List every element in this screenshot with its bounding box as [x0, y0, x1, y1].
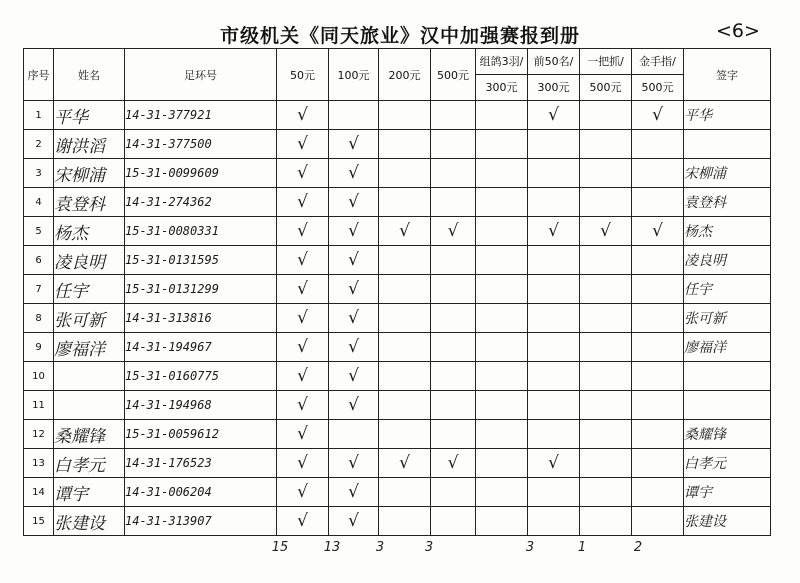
- row-name: 桑耀锋: [54, 420, 125, 449]
- header-gold: [632, 49, 684, 101]
- row-check-gold: [632, 507, 684, 536]
- row-check-200: √: [379, 449, 431, 478]
- row-check-50: √: [277, 159, 329, 188]
- row-check-500: √: [431, 217, 476, 246]
- row-name: 谢洪滔: [54, 130, 125, 159]
- row-check-500: [431, 159, 476, 188]
- row-ring-number: 15-31-0131595: [125, 246, 277, 275]
- header-50: 50元: [277, 49, 329, 101]
- row-signature: 谭宇: [684, 478, 771, 507]
- header-signature: 签字: [684, 49, 771, 101]
- row-name: [54, 391, 125, 420]
- row-check-500: [431, 362, 476, 391]
- row-ring-number: 15-31-0099609: [125, 159, 277, 188]
- row-check-top50: √: [528, 101, 580, 130]
- row-check-100: √: [329, 246, 379, 275]
- row-ring-number: 14-31-194968: [125, 391, 277, 420]
- header-name: 姓名: [54, 49, 125, 101]
- row-ring-number: 14-31-194967: [125, 333, 277, 362]
- header-100: 100元: [329, 49, 379, 101]
- table-row: [24, 333, 771, 362]
- row-check-50: √: [277, 449, 329, 478]
- row-check-grab: [580, 391, 632, 420]
- page-number: <6>: [716, 20, 760, 42]
- row-check-top50: [528, 420, 580, 449]
- table-row: [24, 101, 771, 130]
- row-check-top50: [528, 130, 580, 159]
- row-seq: 9: [24, 333, 54, 362]
- row-check-grab: [580, 246, 632, 275]
- row-check-100: √: [329, 159, 379, 188]
- row-check-top50: [528, 333, 580, 362]
- row-signature: 宋柳浦: [684, 159, 771, 188]
- row-check-grab: [580, 101, 632, 130]
- row-check-gold: [632, 188, 684, 217]
- row-check-grab: [580, 478, 632, 507]
- row-check-100: √: [329, 391, 379, 420]
- row-signature: 任宇: [684, 275, 771, 304]
- row-check-50: √: [277, 304, 329, 333]
- header-200: 200元: [379, 49, 431, 101]
- row-seq: 13: [24, 449, 54, 478]
- row-check-top50: [528, 507, 580, 536]
- row-check-gold: [632, 449, 684, 478]
- row-ring-number: 14-31-377921: [125, 101, 277, 130]
- header-seq: 序号: [24, 49, 54, 101]
- row-signature: 白孝元: [684, 449, 771, 478]
- row-check-grab: √: [580, 217, 632, 246]
- row-name: 任宇: [54, 275, 125, 304]
- row-check-100: √: [329, 304, 379, 333]
- row-check-top50: [528, 478, 580, 507]
- row-check-500: [431, 507, 476, 536]
- row-name: [54, 362, 125, 391]
- table-row: [24, 159, 771, 188]
- row-check-group: [476, 101, 528, 130]
- row-ring-number: 14-31-377500: [125, 130, 277, 159]
- row-check-500: [431, 275, 476, 304]
- header-group: [476, 49, 528, 101]
- row-check-top50: [528, 188, 580, 217]
- row-check-group: [476, 159, 528, 188]
- row-check-200: [379, 275, 431, 304]
- row-seq: 11: [24, 391, 54, 420]
- row-check-group: [476, 420, 528, 449]
- row-check-200: √: [379, 217, 431, 246]
- row-signature: 凌良明: [684, 246, 771, 275]
- row-check-50: √: [277, 362, 329, 391]
- header-500: 500元: [431, 49, 476, 101]
- row-check-gold: [632, 275, 684, 304]
- row-signature: [684, 362, 771, 391]
- row-seq: 5: [24, 217, 54, 246]
- row-check-gold: [632, 304, 684, 333]
- total-top50: 3: [525, 540, 535, 555]
- row-seq: 2: [24, 130, 54, 159]
- row-check-200: [379, 333, 431, 362]
- row-check-200: [379, 130, 431, 159]
- header-row: [24, 49, 771, 101]
- row-ring-number: 14-31-274362: [125, 188, 277, 217]
- row-check-50: √: [277, 246, 329, 275]
- table-row: [24, 217, 771, 246]
- header-ring: 足环号: [125, 49, 277, 101]
- total-grab: 1: [577, 540, 587, 555]
- row-ring-number: 15-31-0059612: [125, 420, 277, 449]
- row-name: 张建设: [54, 507, 125, 536]
- row-check-50: √: [277, 478, 329, 507]
- row-check-group: [476, 188, 528, 217]
- row-signature: 张可新: [684, 304, 771, 333]
- row-check-top50: [528, 246, 580, 275]
- row-check-50: √: [277, 391, 329, 420]
- row-check-200: [379, 420, 431, 449]
- row-signature: 袁登科: [684, 188, 771, 217]
- row-signature: 平华: [684, 101, 771, 130]
- row-check-gold: [632, 333, 684, 362]
- row-check-group: [476, 275, 528, 304]
- row-signature: [684, 391, 771, 420]
- row-check-grab: [580, 130, 632, 159]
- row-check-grab: [580, 362, 632, 391]
- row-check-top50: [528, 275, 580, 304]
- row-seq: 1: [24, 101, 54, 130]
- row-check-gold: [632, 420, 684, 449]
- row-check-gold: [632, 246, 684, 275]
- row-ring-number: 14-31-313816: [125, 304, 277, 333]
- row-check-grab: [580, 159, 632, 188]
- row-check-100: √: [329, 217, 379, 246]
- row-seq: 12: [24, 420, 54, 449]
- row-check-grab: [580, 420, 632, 449]
- totals-row: [0, 540, 800, 570]
- row-check-50: √: [277, 217, 329, 246]
- row-seq: 10: [24, 362, 54, 391]
- header-grab: [580, 49, 632, 101]
- row-signature: 桑耀锋: [684, 420, 771, 449]
- page-title: 市级机关《同天旅业》汉中加强赛报到册: [219, 25, 580, 47]
- row-check-group: [476, 507, 528, 536]
- row-check-50: √: [277, 101, 329, 130]
- row-check-500: √: [431, 449, 476, 478]
- row-check-200: [379, 101, 431, 130]
- row-name: 宋柳浦: [54, 159, 125, 188]
- row-check-grab: [580, 275, 632, 304]
- row-check-group: [476, 304, 528, 333]
- row-name: 谭宇: [54, 478, 125, 507]
- row-name: 凌良明: [54, 246, 125, 275]
- row-check-grab: [580, 304, 632, 333]
- header-top50-bottom: 300元: [537, 81, 570, 94]
- row-check-200: [379, 362, 431, 391]
- table-row: [24, 304, 771, 333]
- row-check-grab: [580, 449, 632, 478]
- row-check-100: [329, 420, 379, 449]
- row-name: 杨杰: [54, 217, 125, 246]
- row-check-500: [431, 333, 476, 362]
- row-check-200: [379, 478, 431, 507]
- total-500: 3: [424, 540, 434, 555]
- header-grab-top: 一把抓/: [580, 49, 631, 75]
- row-ring-number: 14-31-176523: [125, 449, 277, 478]
- row-seq: 14: [24, 478, 54, 507]
- header-gold-bottom: 500元: [641, 81, 674, 94]
- row-check-gold: [632, 130, 684, 159]
- row-check-100: [329, 101, 379, 130]
- row-seq: 6: [24, 246, 54, 275]
- row-check-500: [431, 101, 476, 130]
- row-check-200: [379, 391, 431, 420]
- row-name: 廖福洋: [54, 333, 125, 362]
- registration-table: [23, 48, 771, 536]
- row-check-top50: √: [528, 449, 580, 478]
- row-seq: 15: [24, 507, 54, 536]
- table-row: [24, 275, 771, 304]
- row-check-500: [431, 420, 476, 449]
- row-check-200: [379, 507, 431, 536]
- row-seq: 8: [24, 304, 54, 333]
- row-check-500: [431, 391, 476, 420]
- row-ring-number: 15-31-0131299: [125, 275, 277, 304]
- row-check-100: √: [329, 130, 379, 159]
- row-signature: 杨杰: [684, 217, 771, 246]
- row-check-200: [379, 159, 431, 188]
- row-check-200: [379, 304, 431, 333]
- total-200: 3: [375, 540, 385, 555]
- total-gold: 2: [633, 540, 643, 555]
- table-row: [24, 449, 771, 478]
- row-seq: 4: [24, 188, 54, 217]
- row-check-500: [431, 246, 476, 275]
- row-check-gold: [632, 391, 684, 420]
- header-grab-bottom: 500元: [589, 81, 622, 94]
- row-check-gold: √: [632, 101, 684, 130]
- row-check-gold: [632, 478, 684, 507]
- row-signature: 廖福洋: [684, 333, 771, 362]
- header-group-top: 组鸽3羽/: [476, 49, 527, 75]
- row-check-100: √: [329, 188, 379, 217]
- row-check-50: √: [277, 507, 329, 536]
- table-body: [24, 101, 771, 536]
- row-check-500: [431, 130, 476, 159]
- row-check-top50: √: [528, 217, 580, 246]
- row-check-top50: [528, 362, 580, 391]
- row-seq: 7: [24, 275, 54, 304]
- table-row: [24, 362, 771, 391]
- row-check-200: [379, 246, 431, 275]
- table-row: [24, 478, 771, 507]
- row-check-100: √: [329, 478, 379, 507]
- row-check-100: √: [329, 333, 379, 362]
- table-row: [24, 420, 771, 449]
- header-top50-top: 前50名/: [528, 49, 579, 75]
- row-check-50: √: [277, 188, 329, 217]
- row-check-100: √: [329, 449, 379, 478]
- row-check-grab: [580, 333, 632, 362]
- row-signature: [684, 130, 771, 159]
- row-check-grab: [580, 507, 632, 536]
- row-check-100: √: [329, 362, 379, 391]
- row-check-group: [476, 362, 528, 391]
- row-seq: 3: [24, 159, 54, 188]
- row-name: 平华: [54, 101, 125, 130]
- table-row: [24, 246, 771, 275]
- row-name: 袁登科: [54, 188, 125, 217]
- row-check-group: [476, 449, 528, 478]
- row-check-top50: [528, 159, 580, 188]
- total-100: 13: [323, 540, 341, 555]
- row-check-group: [476, 333, 528, 362]
- row-check-group: [476, 246, 528, 275]
- row-check-group: [476, 217, 528, 246]
- row-check-group: [476, 130, 528, 159]
- table-row: [24, 188, 771, 217]
- table-row: [24, 507, 771, 536]
- header-group-bottom: 300元: [485, 81, 518, 94]
- row-signature: 张建设: [684, 507, 771, 536]
- row-check-200: [379, 188, 431, 217]
- table-row: [24, 130, 771, 159]
- row-check-50: √: [277, 130, 329, 159]
- row-name: 白孝元: [54, 449, 125, 478]
- table-row: [24, 391, 771, 420]
- row-check-100: √: [329, 275, 379, 304]
- row-name: 张可新: [54, 304, 125, 333]
- row-check-gold: √: [632, 217, 684, 246]
- row-check-500: [431, 304, 476, 333]
- total-50: 15: [271, 540, 289, 555]
- row-ring-number: 14-31-313907: [125, 507, 277, 536]
- row-check-50: √: [277, 333, 329, 362]
- row-check-group: [476, 391, 528, 420]
- row-check-group: [476, 478, 528, 507]
- header-gold-top: 金手指/: [632, 49, 683, 75]
- row-check-grab: [580, 188, 632, 217]
- row-ring-number: 14-31-006204: [125, 478, 277, 507]
- row-check-gold: [632, 362, 684, 391]
- row-check-500: [431, 478, 476, 507]
- row-check-top50: [528, 304, 580, 333]
- row-check-top50: [528, 391, 580, 420]
- header-top50: [528, 49, 580, 101]
- row-check-500: [431, 188, 476, 217]
- row-check-100: √: [329, 507, 379, 536]
- row-ring-number: 15-31-0080331: [125, 217, 277, 246]
- row-check-50: √: [277, 275, 329, 304]
- row-check-50: √: [277, 420, 329, 449]
- row-ring-number: 15-31-0160775: [125, 362, 277, 391]
- row-check-gold: [632, 159, 684, 188]
